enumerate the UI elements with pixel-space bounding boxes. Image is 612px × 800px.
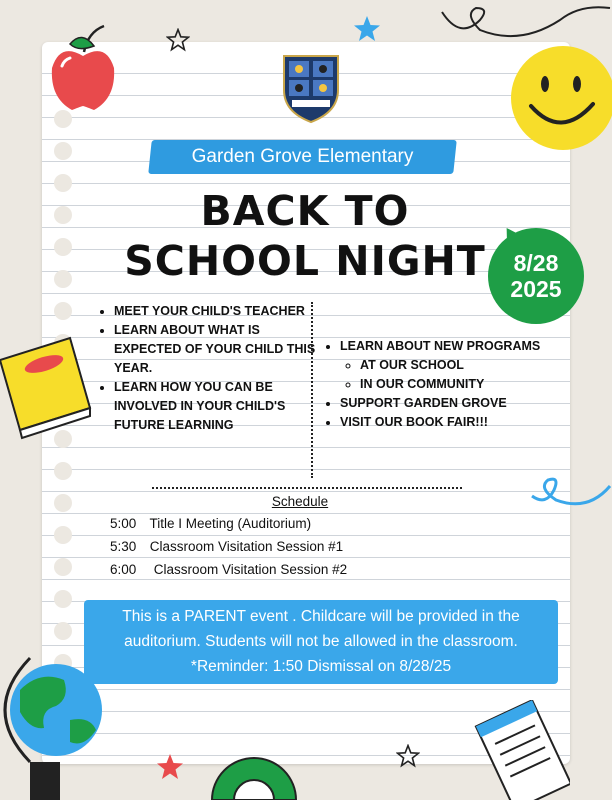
event-title xyxy=(100,186,510,286)
bullet-expectations: • LEARN ABOUT WHAT IS EXPECTED OF YOUR CHILD THIS YEAR. xyxy=(114,321,324,378)
apple-icon xyxy=(48,22,118,114)
sub-bullet-school: ◦ AT OUR SCHOOL xyxy=(360,356,580,375)
schedule-divider xyxy=(152,487,462,489)
star-icon xyxy=(155,752,185,782)
bullet-new-programs xyxy=(340,337,580,394)
squiggle-icon xyxy=(528,456,612,516)
schedule-row xyxy=(110,562,430,577)
paper-hole xyxy=(54,494,72,512)
squiggle-icon xyxy=(440,0,612,50)
bullet-book-fair: • VISIT OUR BOOK FAIR!!! xyxy=(340,413,580,432)
schedule-time: 6:00 xyxy=(110,562,137,577)
paper-hole xyxy=(54,526,72,544)
schedule-row xyxy=(110,516,430,531)
paper-hole xyxy=(54,558,72,576)
schedule-row xyxy=(110,539,430,554)
event-title-line2: SCHOOL NIGHT xyxy=(124,237,486,285)
event-date-day: 8/28 xyxy=(513,250,559,276)
paper-hole xyxy=(54,238,72,256)
paper-hole xyxy=(54,174,72,192)
star-icon xyxy=(396,744,420,768)
schedule-time: 5:00 xyxy=(110,516,137,531)
paper-hole xyxy=(54,590,72,608)
programs-sub-list xyxy=(340,356,580,394)
sub-bullet-community: ◦ IN OUR COMMUNITY xyxy=(360,375,580,394)
notebook-icon xyxy=(470,700,570,800)
book-icon xyxy=(0,330,94,440)
star-icon xyxy=(166,28,190,52)
bullet-new-programs-label: LEARN ABOUT NEW PROGRAMS xyxy=(340,339,541,353)
left-bullet-list xyxy=(96,302,324,435)
notice-line3: *Reminder: 1:50 Dismissal on 8/28/25 xyxy=(190,658,452,675)
right-bullet-list xyxy=(322,337,580,432)
schedule-event: Classroom Visitation Session #2 xyxy=(153,562,348,577)
protractor-icon xyxy=(208,740,300,800)
paper-hole xyxy=(54,142,72,160)
paper-hole xyxy=(54,622,72,640)
globe-icon xyxy=(0,650,110,800)
paper-hole xyxy=(54,206,72,224)
notice-text xyxy=(84,604,558,679)
event-title-line1: BACK TO xyxy=(200,187,410,235)
bullet-meet-teacher: • MEET YOUR CHILD'S TEACHER xyxy=(114,302,324,321)
event-date-year: 2025 xyxy=(510,276,562,302)
bullet-support: • SUPPORT GARDEN GROVE xyxy=(340,394,580,413)
event-date xyxy=(488,250,584,302)
column-divider xyxy=(311,302,313,478)
paper-hole xyxy=(54,462,72,480)
schedule-event: Title I Meeting (Auditorium) xyxy=(149,516,312,531)
school-name: Garden Grove Elementary xyxy=(191,146,414,167)
notice-line2: auditorium. Students will not be allowed in the classroom. xyxy=(124,633,518,650)
paper-hole xyxy=(54,302,72,320)
bullet-get-involved: • LEARN HOW YOU CAN BE INVOLVED IN YOUR CHILD'S FUTURE LEARNING xyxy=(114,378,324,435)
school-crest-icon xyxy=(280,50,342,124)
schedule-event: Classroom Visitation Session #1 xyxy=(149,539,344,554)
star-icon xyxy=(352,14,382,44)
schedule-heading: Schedule xyxy=(271,494,329,509)
paper-hole xyxy=(54,270,72,288)
schedule-time: 5:30 xyxy=(110,539,137,554)
smiley-icon xyxy=(505,42,612,154)
notice-line1: This is a PARENT event . Childcare will be provided in the xyxy=(122,608,520,625)
